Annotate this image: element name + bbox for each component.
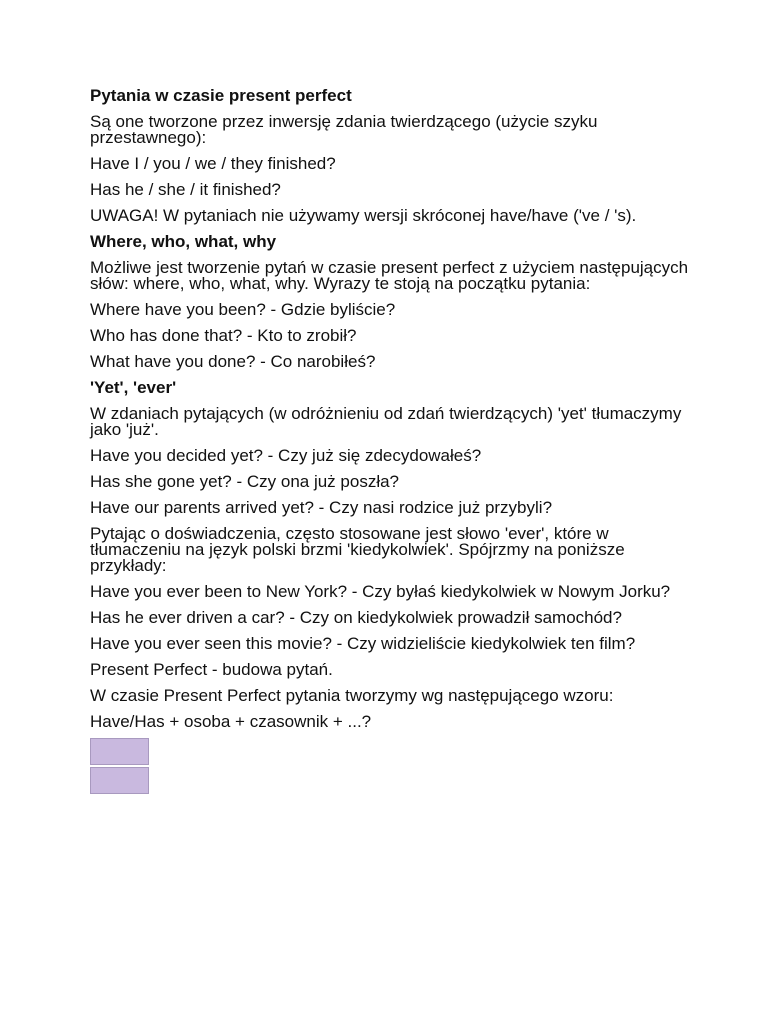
heading-yet-ever: 'Yet', 'ever' [90, 378, 177, 397]
paragraph-note: UWAGA! W pytaniach nie używamy wersji skróconej have/have ('ve / 's). [90, 206, 637, 225]
heading-questions: Pytania w czasie present perfect [90, 86, 352, 105]
paragraph-wh-words: Możliwe jest tworzenie pytań w czasie present perfect z użyciem następujących słów: where, who, what, why. Wyrazy te stoją na początku pytania: [90, 258, 689, 293]
paragraph-structure-title: Present Perfect - budowa pytań. [90, 660, 333, 679]
paragraph-formula: Have/Has + osoba + czasownik + ...? [90, 712, 372, 731]
example-car: Has he ever driven a car? - Czy on kiedykolwiek prowadził samochód? [90, 608, 622, 627]
paragraph-yet: W zdaniach pytających (w odróżnieniu od zdań twierdzących) 'yet' tłumaczymy jako 'już'. [90, 404, 682, 439]
document-body [90, 88, 690, 796]
heading-wh-words: Where, who, what, why [90, 232, 277, 251]
paragraph-inversion: Są one tworzone przez inwersję zdania twierdzącego (użycie szyku przestawnego): [90, 112, 598, 147]
example-what: What have you done? - Co narobiłeś? [90, 352, 376, 371]
example-have: Have I / you / we / they finished? [90, 154, 336, 173]
example-movie: Have you ever seen this movie? - Czy widzieliście kiedykolwiek ten film? [90, 634, 636, 653]
example-new-york: Have you ever been to New York? - Czy byłaś kiedykolwiek w Nowym Jorku? [90, 582, 671, 601]
example-decided: Have you decided yet? - Czy już się zdecydowałeś? [90, 446, 482, 465]
paragraph-ever: Pytając o doświadczenia, często stosowane jest słowo 'ever', które w tłumaczeniu na język polski brzmi 'kiedykolwiek'. Spójrzmy na poniższe przykłady: [90, 524, 625, 575]
example-arrived: Have our parents arrived yet? - Czy nasi rodzice już przybyli? [90, 498, 553, 517]
table-cell-1 [90, 738, 149, 765]
table-placeholder [90, 738, 690, 794]
table-cell-2 [90, 767, 149, 794]
paragraph-structure-intro: W czasie Present Perfect pytania tworzymy wg następującego wzoru: [90, 686, 614, 705]
example-has: Has he / she / it finished? [90, 180, 281, 199]
example-who: Who has done that? - Kto to zrobił? [90, 326, 357, 345]
example-gone: Has she gone yet? - Czy ona już poszła? [90, 472, 400, 491]
example-where: Where have you been? - Gdzie byliście? [90, 300, 396, 319]
